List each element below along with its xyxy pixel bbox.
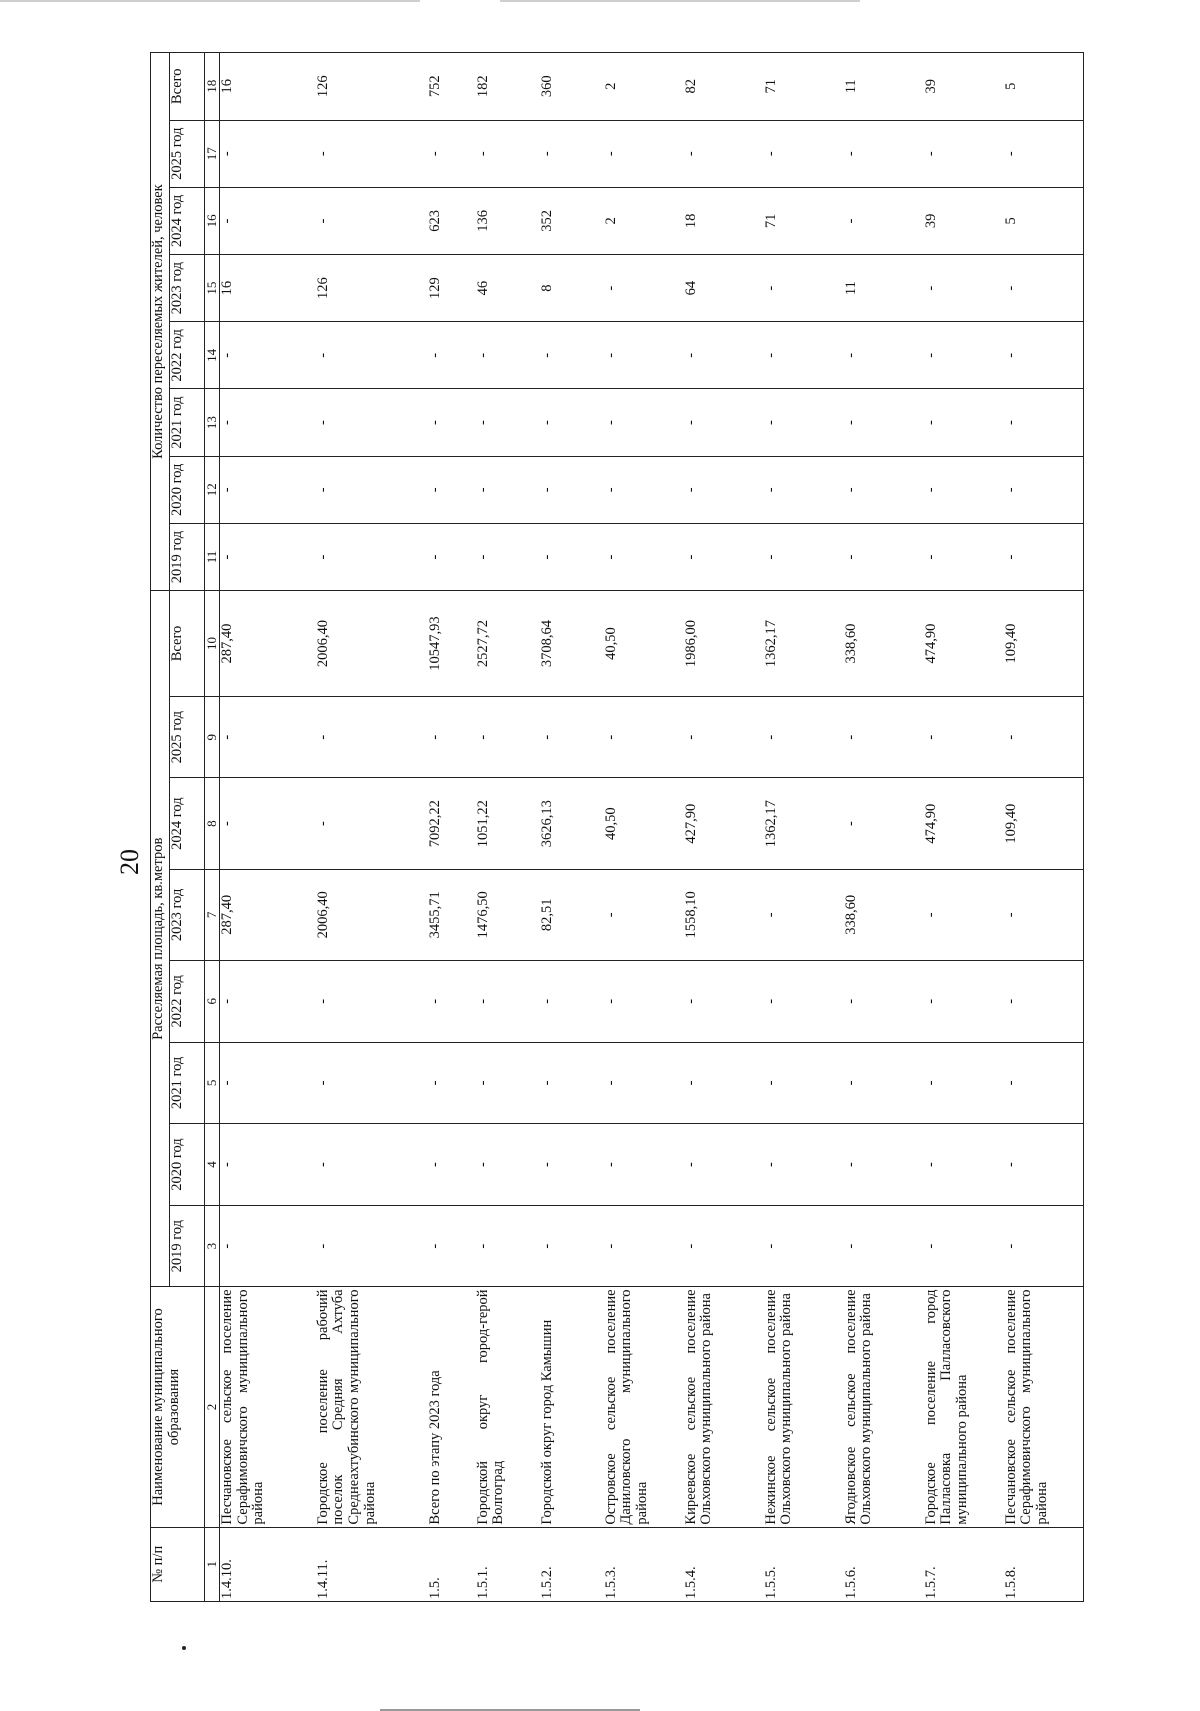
- header-no: № п/п: [151, 1527, 205, 1601]
- resettlement-table: [150, 52, 1084, 1602]
- area-value: -: [220, 696, 316, 778]
- table-row: [604, 53, 684, 1602]
- area-value: -: [540, 1042, 604, 1124]
- area-value: 109,40: [1004, 591, 1084, 697]
- column-index: 8: [205, 778, 220, 869]
- area-year-header: 2024 год: [170, 778, 205, 869]
- table-row: [924, 53, 1004, 1602]
- people-value: 11: [844, 53, 924, 121]
- people-value: -: [684, 322, 764, 389]
- area-value: 1362,17: [764, 778, 844, 869]
- area-value: -: [684, 1205, 764, 1287]
- people-value: -: [476, 456, 540, 523]
- people-value: 2: [604, 187, 684, 254]
- area-value: -: [476, 1124, 540, 1206]
- area-value: -: [924, 960, 1004, 1042]
- area-value: -: [844, 1124, 924, 1206]
- area-value: -: [316, 1124, 428, 1206]
- area-value: 338,60: [844, 869, 924, 960]
- column-index: 7: [205, 869, 220, 960]
- people-value: -: [684, 389, 764, 456]
- people-value: 16: [220, 255, 316, 322]
- area-value: 2006,40: [316, 591, 428, 697]
- people-value: -: [844, 456, 924, 523]
- area-value: -: [844, 960, 924, 1042]
- column-index: 15: [205, 255, 220, 322]
- area-value: 338,60: [844, 591, 924, 697]
- people-value: -: [844, 120, 924, 187]
- area-value: -: [844, 1205, 924, 1287]
- area-value: -: [476, 960, 540, 1042]
- area-value: -: [1004, 1124, 1084, 1206]
- area-value: -: [604, 1205, 684, 1287]
- area-value: 2527,72: [476, 591, 540, 697]
- table-row: [844, 53, 924, 1602]
- area-value: -: [428, 696, 476, 778]
- people-value: -: [220, 187, 316, 254]
- people-value: 8: [540, 255, 604, 322]
- people-value: -: [1004, 255, 1084, 322]
- area-value: -: [1004, 960, 1084, 1042]
- people-year-header: 2024 год: [170, 187, 205, 254]
- people-value: -: [1004, 389, 1084, 456]
- table-row: [428, 53, 476, 1602]
- people-value: -: [844, 389, 924, 456]
- area-year-header: Всего: [170, 591, 205, 697]
- municipality-name: Городской округ город Камышин: [540, 1287, 604, 1527]
- people-value: -: [316, 523, 428, 590]
- people-value: -: [764, 523, 844, 590]
- area-value: -: [476, 1042, 540, 1124]
- rotated-table-container: [150, 52, 1050, 1602]
- people-value: 16: [220, 53, 316, 121]
- area-value: -: [684, 696, 764, 778]
- people-value: 39: [924, 53, 1004, 121]
- municipality-name: Городской округ город-герой Волгоград: [476, 1287, 540, 1527]
- column-index: 1: [205, 1527, 220, 1601]
- row-number: 1.5.2.: [540, 1527, 604, 1601]
- row-number: 1.5.6.: [844, 1527, 924, 1601]
- municipality-name: Песчановское сельское поселение Серафимовичского муниципального района: [1004, 1287, 1084, 1527]
- people-value: -: [1004, 120, 1084, 187]
- header-area-group: Расселяемая площадь, кв.метров: [151, 591, 170, 1287]
- area-value: -: [924, 1124, 1004, 1206]
- area-value: -: [764, 696, 844, 778]
- people-value: -: [604, 456, 684, 523]
- area-value: -: [764, 1042, 844, 1124]
- area-value: -: [220, 778, 316, 869]
- area-value: 427,90: [684, 778, 764, 869]
- column-index: 11: [205, 523, 220, 590]
- people-value: 126: [316, 255, 428, 322]
- area-value: -: [1004, 696, 1084, 778]
- people-value: -: [540, 456, 604, 523]
- area-value: 10547,93: [428, 591, 476, 697]
- people-value: -: [316, 389, 428, 456]
- area-value: 1476,50: [476, 869, 540, 960]
- row-number: 1.4.11.: [316, 1527, 428, 1601]
- area-value: -: [764, 960, 844, 1042]
- table-row: [316, 53, 428, 1602]
- area-value: -: [540, 696, 604, 778]
- people-value: 39: [924, 187, 1004, 254]
- area-value: -: [684, 960, 764, 1042]
- area-value: -: [604, 869, 684, 960]
- area-value: 7092,22: [428, 778, 476, 869]
- people-value: -: [428, 389, 476, 456]
- table-row: [764, 53, 844, 1602]
- people-value: -: [844, 187, 924, 254]
- area-year-header: 2023 год: [170, 869, 205, 960]
- people-value: 752: [428, 53, 476, 121]
- municipality-name: Песчановское сельское поселение Серафимовичского муниципального района: [220, 1287, 316, 1527]
- people-year-header: 2021 год: [170, 389, 205, 456]
- area-value: 287,40: [220, 869, 316, 960]
- column-index: 16: [205, 187, 220, 254]
- area-year-header: 2019 год: [170, 1205, 205, 1287]
- municipality-name: Городское поселение рабочий поселок Средняя Ахтуба Среднеахтубинского муниципального района: [316, 1287, 428, 1527]
- area-value: -: [684, 1042, 764, 1124]
- area-value: -: [924, 1205, 1004, 1287]
- table-row: [1004, 53, 1084, 1602]
- people-value: -: [924, 120, 1004, 187]
- scan-dot: [182, 1646, 186, 1650]
- area-value: -: [220, 1124, 316, 1206]
- people-value: 82: [684, 53, 764, 121]
- people-value: -: [764, 322, 844, 389]
- area-value: -: [540, 960, 604, 1042]
- row-number: 1.5.8.: [1004, 1527, 1084, 1601]
- municipality-name: Городское поселение город Палласовка Палласовского муниципального района: [924, 1287, 1004, 1527]
- people-value: -: [540, 389, 604, 456]
- people-value: -: [924, 389, 1004, 456]
- people-value: -: [476, 389, 540, 456]
- area-value: -: [428, 1205, 476, 1287]
- area-value: -: [428, 960, 476, 1042]
- people-value: -: [540, 120, 604, 187]
- people-value: 5: [1004, 187, 1084, 254]
- people-value: 11: [844, 255, 924, 322]
- people-value: -: [844, 523, 924, 590]
- row-number: 1.5.4.: [684, 1527, 764, 1601]
- people-value: -: [604, 322, 684, 389]
- area-value: -: [844, 778, 924, 869]
- column-index: 5: [205, 1042, 220, 1124]
- table-row: [476, 53, 540, 1602]
- area-year-header: 2025 год: [170, 696, 205, 778]
- column-index: 10: [205, 591, 220, 697]
- area-value: 40,50: [604, 591, 684, 697]
- municipality-name: Островское сельское поселение Даниловского муниципального района: [604, 1287, 684, 1527]
- area-value: -: [844, 696, 924, 778]
- area-value: -: [844, 1042, 924, 1124]
- area-value: 2006,40: [316, 869, 428, 960]
- people-value: 18: [684, 187, 764, 254]
- people-value: -: [844, 322, 924, 389]
- people-value: -: [924, 322, 1004, 389]
- area-value: 40,50: [604, 778, 684, 869]
- area-value: -: [220, 960, 316, 1042]
- people-value: -: [604, 255, 684, 322]
- area-value: -: [476, 696, 540, 778]
- people-value: -: [1004, 456, 1084, 523]
- people-value: -: [604, 389, 684, 456]
- people-value: -: [684, 456, 764, 523]
- people-value: 46: [476, 255, 540, 322]
- people-value: -: [428, 120, 476, 187]
- area-value: -: [924, 1042, 1004, 1124]
- people-value: -: [540, 322, 604, 389]
- people-value: 64: [684, 255, 764, 322]
- table-row: [540, 53, 604, 1602]
- people-value: -: [316, 120, 428, 187]
- area-value: -: [1004, 869, 1084, 960]
- people-value: -: [764, 120, 844, 187]
- people-value: 71: [764, 187, 844, 254]
- people-value: -: [220, 456, 316, 523]
- column-index: 18: [205, 53, 220, 121]
- people-value: 71: [764, 53, 844, 121]
- area-value: -: [476, 1205, 540, 1287]
- area-value: 3626,13: [540, 778, 604, 869]
- scan-artifact-top: [500, 0, 860, 2]
- people-value: -: [604, 523, 684, 590]
- people-value: 360: [540, 53, 604, 121]
- people-year-header: 2022 год: [170, 322, 205, 389]
- people-year-header: 2019 год: [170, 523, 205, 590]
- area-value: -: [1004, 1205, 1084, 1287]
- column-index: 12: [205, 456, 220, 523]
- people-value: 129: [428, 255, 476, 322]
- area-value: -: [220, 1042, 316, 1124]
- people-value: 136: [476, 187, 540, 254]
- people-value: 352: [540, 187, 604, 254]
- column-index: 4: [205, 1124, 220, 1206]
- area-value: 82,51: [540, 869, 604, 960]
- area-value: -: [924, 696, 1004, 778]
- area-value: 474,90: [924, 778, 1004, 869]
- area-value: 1558,10: [684, 869, 764, 960]
- people-value: -: [540, 523, 604, 590]
- area-value: -: [764, 1205, 844, 1287]
- people-value: 623: [428, 187, 476, 254]
- people-year-header: Всего: [170, 53, 205, 121]
- people-value: -: [316, 187, 428, 254]
- column-index-row: [205, 53, 220, 1602]
- row-number: 1.5.3.: [604, 1527, 684, 1601]
- people-value: 126: [316, 53, 428, 121]
- people-value: -: [764, 456, 844, 523]
- column-index: 17: [205, 120, 220, 187]
- people-value: -: [924, 456, 1004, 523]
- area-value: -: [604, 1124, 684, 1206]
- table-row: [684, 53, 764, 1602]
- area-value: -: [684, 1124, 764, 1206]
- area-value: -: [604, 696, 684, 778]
- people-value: -: [764, 389, 844, 456]
- people-year-header: 2023 год: [170, 255, 205, 322]
- people-year-header: 2020 год: [170, 456, 205, 523]
- header-people-group: Количество переселяемых жителей, человек: [151, 53, 170, 591]
- column-index: 9: [205, 696, 220, 778]
- area-value: 1362,17: [764, 591, 844, 697]
- area-value: 474,90: [924, 591, 1004, 697]
- area-value: -: [316, 1042, 428, 1124]
- area-value: -: [316, 1205, 428, 1287]
- people-value: 2: [604, 53, 684, 121]
- people-year-header: 2025 год: [170, 120, 205, 187]
- area-value: 3708,64: [540, 591, 604, 697]
- people-value: -: [316, 456, 428, 523]
- people-value: -: [428, 456, 476, 523]
- people-value: -: [924, 255, 1004, 322]
- people-value: -: [476, 120, 540, 187]
- people-value: -: [316, 322, 428, 389]
- header-name: Наименование муниципального образования: [151, 1287, 205, 1527]
- page-number: 20: [115, 849, 144, 875]
- row-number: 1.5.5.: [764, 1527, 844, 1601]
- area-value: -: [220, 1205, 316, 1287]
- area-value: 109,40: [1004, 778, 1084, 869]
- people-value: -: [476, 322, 540, 389]
- people-value: -: [220, 322, 316, 389]
- people-value: -: [1004, 523, 1084, 590]
- people-value: -: [220, 389, 316, 456]
- area-value: -: [764, 869, 844, 960]
- municipality-name: Нежинское сельское поселение Ольховского муниципального района: [764, 1287, 844, 1527]
- area-value: -: [540, 1124, 604, 1206]
- municipality-name: Всего по этапу 2023 года: [428, 1287, 476, 1527]
- municipality-name: Киреевское сельское поселение Ольховского муниципального района: [684, 1287, 764, 1527]
- area-year-header: 2020 год: [170, 1124, 205, 1206]
- area-year-header: 2021 год: [170, 1042, 205, 1124]
- table-body: [220, 53, 1084, 1602]
- people-value: -: [604, 120, 684, 187]
- area-value: -: [1004, 1042, 1084, 1124]
- column-index: 14: [205, 322, 220, 389]
- row-number: 1.5.7.: [924, 1527, 1004, 1601]
- municipality-name: Ягодновское сельское поселение Ольховского муниципального района: [844, 1287, 924, 1527]
- column-index: 2: [205, 1287, 220, 1527]
- people-value: -: [1004, 322, 1084, 389]
- people-value: -: [764, 255, 844, 322]
- area-value: -: [604, 1042, 684, 1124]
- row-number: 1.5.1.: [476, 1527, 540, 1601]
- people-value: -: [684, 523, 764, 590]
- area-value: -: [604, 960, 684, 1042]
- row-number: 1.5.: [428, 1527, 476, 1601]
- area-value: -: [540, 1205, 604, 1287]
- people-value: -: [924, 523, 1004, 590]
- people-value: -: [428, 523, 476, 590]
- area-year-header: 2022 год: [170, 960, 205, 1042]
- scan-artifact-top: [0, 0, 420, 2]
- people-value: -: [476, 523, 540, 590]
- column-index: 6: [205, 960, 220, 1042]
- area-value: -: [924, 869, 1004, 960]
- people-value: -: [684, 120, 764, 187]
- people-value: -: [428, 322, 476, 389]
- area-value: -: [428, 1042, 476, 1124]
- area-value: -: [764, 1124, 844, 1206]
- area-value: -: [316, 696, 428, 778]
- people-value: 5: [1004, 53, 1084, 121]
- area-value: 3455,71: [428, 869, 476, 960]
- area-value: 1986,00: [684, 591, 764, 697]
- row-number: 1.4.10.: [220, 1527, 316, 1601]
- column-index: 3: [205, 1205, 220, 1287]
- area-value: 1051,22: [476, 778, 540, 869]
- people-value: -: [220, 523, 316, 590]
- area-value: -: [428, 1124, 476, 1206]
- people-value: -: [220, 120, 316, 187]
- table-row: [220, 53, 316, 1602]
- people-value: 182: [476, 53, 540, 121]
- column-index: 13: [205, 389, 220, 456]
- area-value: 287,40: [220, 591, 316, 697]
- area-value: -: [316, 778, 428, 869]
- area-value: -: [316, 960, 428, 1042]
